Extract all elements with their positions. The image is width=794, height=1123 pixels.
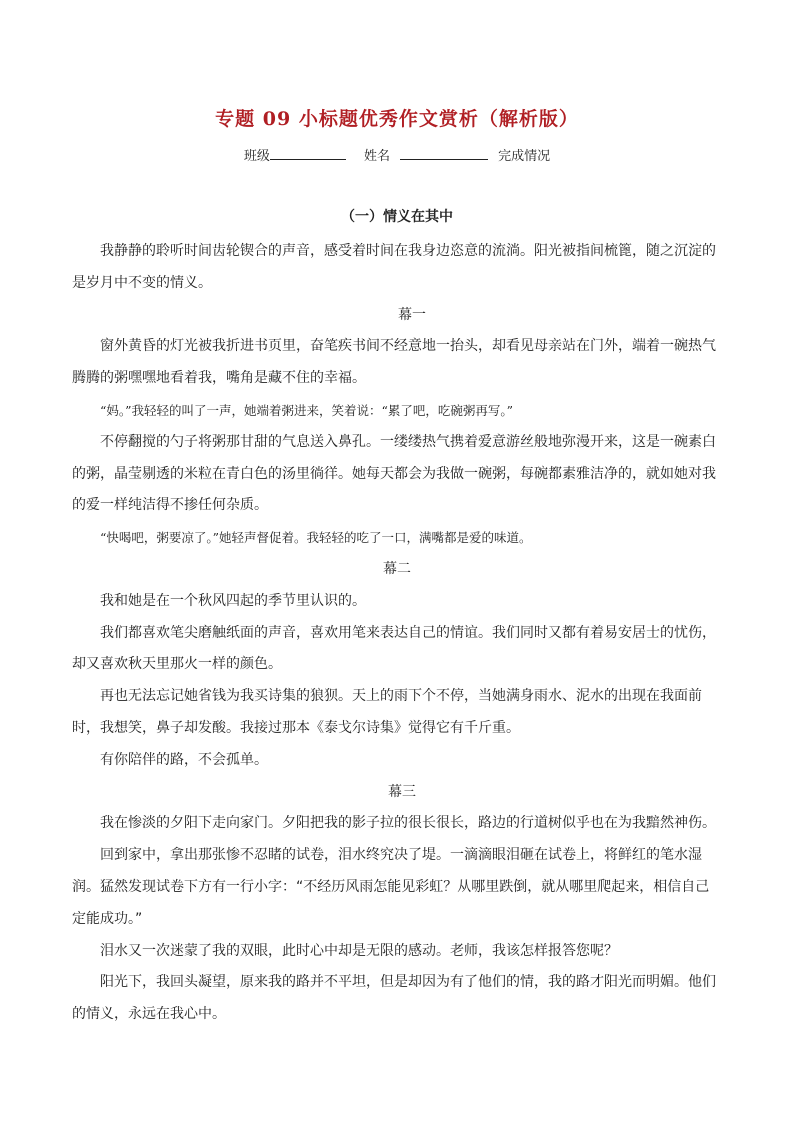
class-label: 班级 (243, 149, 270, 164)
part-heading: 幕三 (388, 783, 416, 800)
name-blank (400, 146, 488, 160)
section-title: （一）情义在其中 (341, 209, 453, 225)
part-heading: 幕二 (383, 560, 411, 577)
paragraph: “快喝吧，粥要凉了。”她轻声督促着。我轻轻的吃了一口，满嘴都是爱的味道。 (100, 530, 532, 546)
status-label: 完成情况 (498, 149, 551, 164)
paragraph: 我和她是在一个秋风四起的季节里认识的。 (100, 592, 366, 609)
part-heading: 幕一 (398, 306, 426, 323)
paragraph: 阳光下，我回头凝望，原来我的路并不平坦，但是却因为有了他们的情，我的路才阳光而明媚。他们的情义，永远在我心中。 (72, 974, 716, 1023)
paragraph: 再也无法忘记她省钱为我买诗集的狼狈。天上的雨下个不停，当她满身雨水、泥水的出现在我面前时，我想笑，鼻子却发酸。我接过那本《泰戈尔诗集》觉得它有千斤重。 (72, 688, 702, 736)
class-blank (270, 146, 346, 160)
paragraph: “妈。”我轻轻的叫了一声，她端着粥进来，笑着说：“累了吧，吃碗粥再写。” (100, 402, 514, 418)
intro-paragraph: 我静静的聆听时间齿轮锲合的声音，感受着时间在我身边恣意的流淌。阳光被指间梳篦，随之沉淀的是岁月中不变的情义。 (72, 243, 716, 291)
name-label: 姓名 (363, 149, 390, 164)
essay-body (72, 236, 722, 1031)
paragraph: 泪水又一次迷蒙了我的双眼，此时心中却是无限的感动。老师，我该怎样报答您呢？ (100, 942, 618, 959)
page-title: 专题 09 小标题优秀作文赏析（解析版） (215, 108, 579, 130)
paragraph: 我在惨淡的夕阳下走向家门。夕阳把我的影子拉的很长很长，路边的行道树似乎也在为我黯然神伤。 (100, 815, 716, 832)
student-info-line (0, 145, 794, 164)
paragraph: 有你陪伴的路，不会孤单。 (100, 751, 268, 768)
paragraph: 窗外黄昏的灯光被我折进书页里，奋笔疾书间不经意地一抬头，却看见母亲站在门外，端着一碗热气腾腾的粥嘿嘿地看着我，嘴角是藏不住的幸福。 (72, 338, 716, 387)
paragraph: 我们都喜欢笔尖磨触纸面的声音，喜欢用笔来表达自己的情谊。我们同时又都有着易安居士的忧伤，却又喜欢秋天里那火一样的颜色。 (72, 624, 716, 673)
paragraph: 不停翻搅的勺子将粥那甘甜的气息送入鼻孔。一缕缕热气携着爱意游丝般地弥漫开来，这是一碗素白的粥，晶莹剔透的米粒在青白色的汤里徜徉。她每天都会为我做一碗粥，每碗都素雅洁净的，就如她对我的爱一样纯洁得不掺任何杂质。 (72, 433, 716, 514)
paragraph: 回到家中，拿出那张惨不忍睹的试卷，泪水终究决了堤。一滴滴眼泪砸在试卷上，将鲜红的笔水湿润。猛然发现试卷下方有一行小字：“不经历风雨怎能见彩虹？从哪里跌倒，就从哪里爬起来，相信自己定能成功。” (72, 847, 710, 927)
